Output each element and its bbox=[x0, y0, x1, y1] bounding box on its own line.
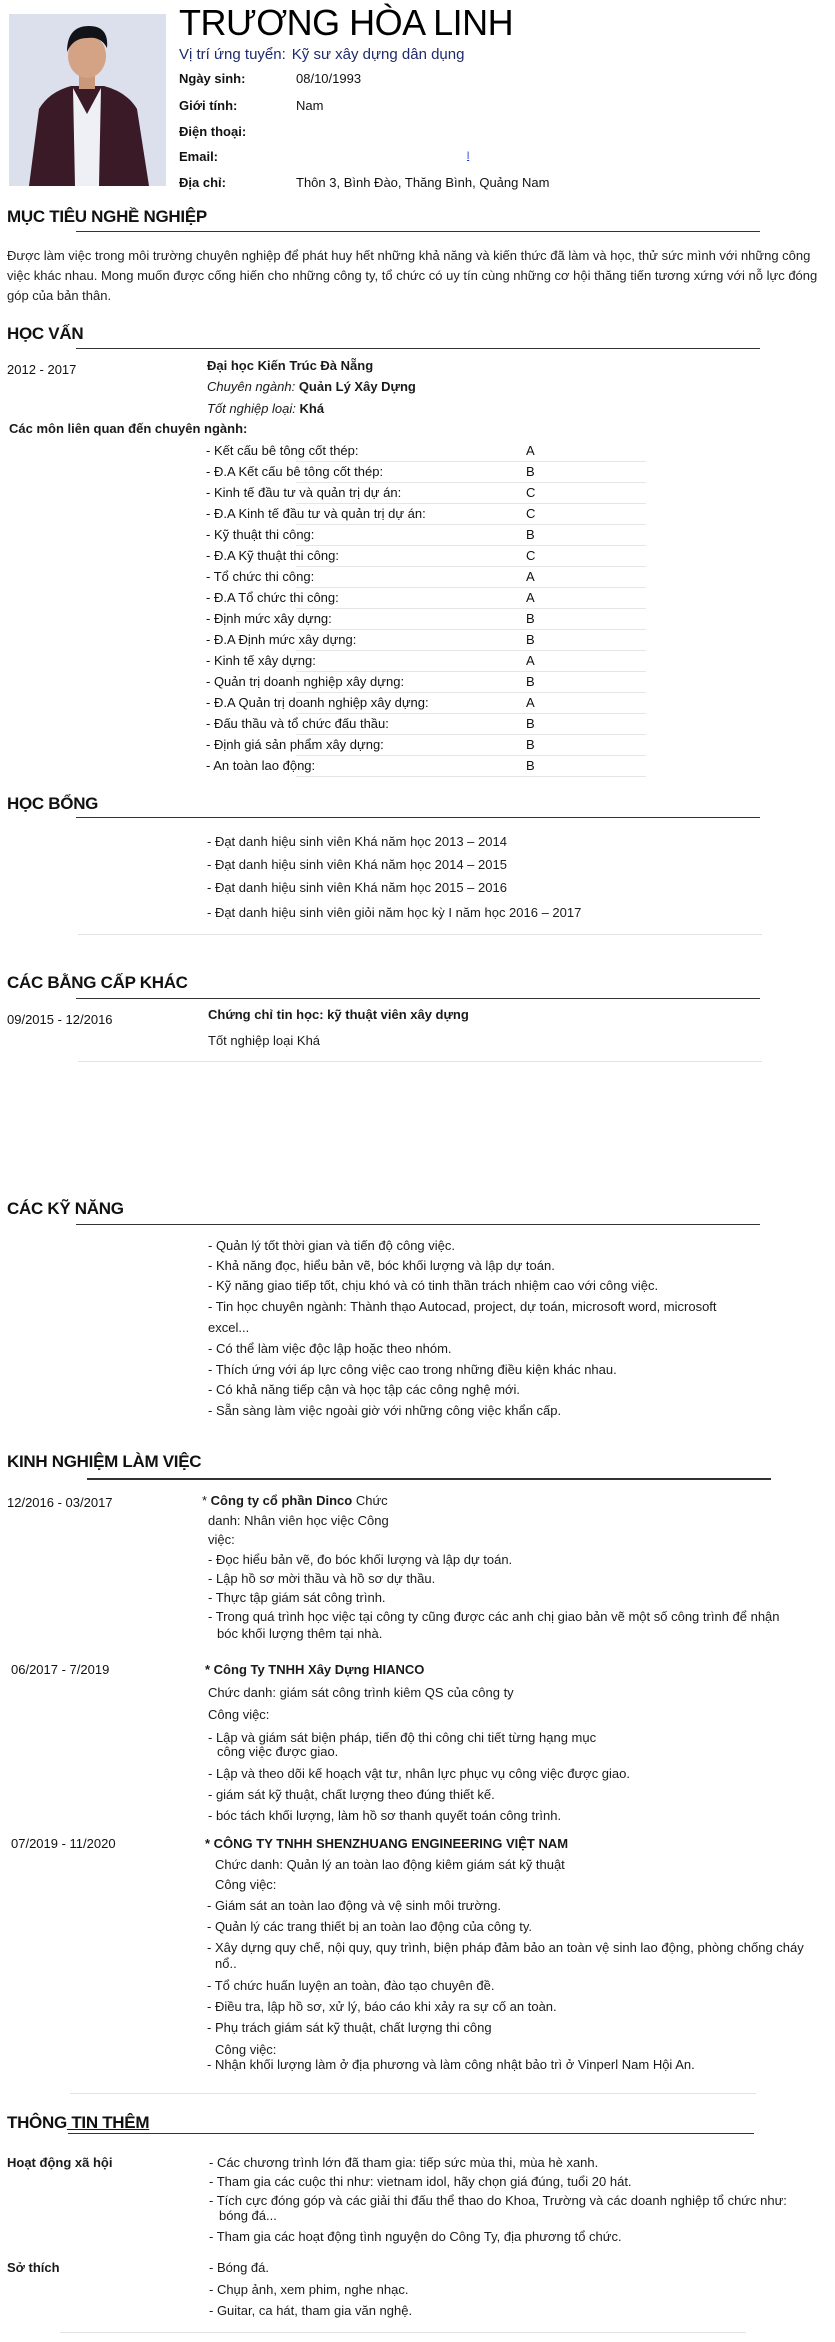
more-info-divider bbox=[68, 2133, 754, 2134]
scholarship-title: HỌC BỔNG bbox=[7, 794, 99, 813]
dob-value: 08/10/1993 bbox=[296, 71, 362, 86]
job3-work-label-2: Công việc: bbox=[215, 2042, 277, 2057]
job3-task: - Phụ trách giám sát kỹ thuật, chất lượng thi công bbox=[207, 2020, 492, 2035]
skill-item-cont: excel... bbox=[208, 1320, 250, 1335]
skill-item: - Khả năng đọc, hiểu bản vẽ, bóc khối lượng và lập dự toán. bbox=[208, 1258, 555, 1273]
courses-title: Các môn liên quan đến chuyên ngành: bbox=[9, 421, 248, 436]
course-row: - Đ.A Định mức xây dựng: B bbox=[206, 630, 646, 651]
graduation bbox=[207, 401, 324, 416]
job3-task: - Giám sát an toàn lao động và vệ sinh môi trường. bbox=[207, 1898, 501, 1913]
objective-text: Được làm việc trong môi trường chuyên nghiệp để phát huy hết những khả năng và kiến thức đã làm và học, thử sức mình với những công việc khác nhau. Mong muốn được cống hiến cho những công ty, tổ chức có uy tín cùng những cơ hội thăng tiến tương xứng với nỗ lực đóng góp của bản thân. bbox=[7, 248, 818, 303]
experience-title: KINH NGHIỆM LÀM VIỆC bbox=[7, 1452, 202, 1471]
certificates-title: CÁC BẰNG CẤP KHÁC bbox=[7, 973, 188, 992]
course-row: - Định mức xây dựng: B bbox=[206, 609, 646, 630]
job1-date: 12/2016 - 03/2017 bbox=[7, 1495, 113, 1510]
social-item-cont: bóng đá... bbox=[219, 2208, 277, 2223]
major-value: Quản Lý Xây Dựng bbox=[298, 379, 416, 394]
hobby-item: - Chụp ảnh, xem phim, nghe nhạc. bbox=[209, 2282, 409, 2297]
phone-label: Điện thoại: bbox=[179, 124, 247, 139]
course-row: - Đấu thầu và tổ chức đấu thầu: B bbox=[206, 714, 646, 735]
job3-date: 07/2019 - 11/2020 bbox=[11, 1836, 116, 1851]
job1-task-cont: bóc khối lượng thêm tại nhà. bbox=[217, 1626, 383, 1641]
social-item: - Tham gia các cuộc thi như: vietnam idol, hãy chọn giá đúng, tuổi 20 hát. bbox=[209, 2174, 632, 2189]
social-label: Hoạt động xã hội bbox=[7, 2155, 113, 2170]
skill-item: - Có khả năng tiếp cận và học tập các công nghệ mới. bbox=[208, 1382, 521, 1397]
job2-task: - Lập và giám sát biện pháp, tiến độ thi công chi tiết từng hạng mục bbox=[208, 1730, 597, 1745]
education-divider bbox=[76, 348, 760, 349]
course-row: - Tổ chức thi công: A bbox=[206, 567, 646, 588]
skills-title: CÁC KỸ NĂNG bbox=[7, 1199, 124, 1218]
more-info-title-a: THÔNG bbox=[7, 2113, 67, 2132]
dob-label: Ngày sinh: bbox=[179, 71, 246, 86]
certificate-note: Tốt nghiệp loại Khá bbox=[208, 1033, 321, 1048]
skill-item: - Thích ứng với áp lực công việc cao trong những điều kiện khác nhau. bbox=[208, 1362, 617, 1377]
certificates-divider bbox=[76, 998, 760, 999]
job1-task: - Lập hồ sơ mời thầu và hồ sơ dự thầu. bbox=[208, 1571, 436, 1586]
job2-work-label: Công việc: bbox=[208, 1707, 270, 1722]
course-row: - Kinh tế xây dựng: A bbox=[206, 651, 646, 672]
hobby-item: - Guitar, ca hát, tham gia văn nghệ. bbox=[209, 2303, 413, 2318]
certificates-end-divider bbox=[78, 1061, 762, 1062]
position-label: Vị trí ứng tuyển: bbox=[179, 46, 286, 63]
skill-item: - Tin học chuyên ngành: Thành thạo Autocad, project, dự toán, microsoft word, microsoft bbox=[208, 1299, 717, 1314]
course-row: - An toàn lao động: B bbox=[206, 756, 646, 777]
course-row: - Đ.A Kỹ thuật thi công: C bbox=[206, 546, 646, 567]
scholarship-end-divider bbox=[78, 934, 762, 935]
job3-extra-task: - Nhận khối lượng làm ở địa phương và làm công nhật bảo trì ở Vinperl Nam Hội An. bbox=[207, 2057, 695, 2072]
grad-label: Tốt nghiệp loại: bbox=[207, 401, 296, 416]
objective-divider bbox=[76, 231, 760, 232]
job3-task: - Điều tra, lập hồ sơ, xử lý, báo cáo khi xảy ra sự cố an toàn. bbox=[207, 1999, 557, 2014]
course-row: - Kết cấu bê tông cốt thép: A bbox=[206, 441, 646, 462]
email-label: Email: bbox=[179, 149, 219, 164]
job3-company: * CÔNG TY TNHH SHENZHUANG ENGINEERING VIỆT NAM bbox=[205, 1836, 569, 1851]
more-info-title bbox=[7, 2113, 149, 2133]
skill-item: - Kỹ năng giao tiếp tốt, chịu khó và có tinh thần trách nhiệm cao với công việc. bbox=[208, 1278, 659, 1293]
job2-date: 06/2017 - 7/2019 bbox=[11, 1662, 110, 1677]
school-name: Đại học Kiến Trúc Đà Nẵng bbox=[207, 358, 374, 373]
course-row: - Kinh tế đầu tư và quản trị dự án: C bbox=[206, 483, 646, 504]
course-row: - Đ.A Quản trị doanh nghiệp xây dựng: A bbox=[206, 693, 646, 714]
scholarship-item: - Đạt danh hiệu sinh viên giỏi năm học kỳ I năm học 2016 – 2017 bbox=[207, 905, 582, 920]
job3-task: - Tổ chức huấn luyện an toàn, đào tạo chuyên đề. bbox=[207, 1978, 495, 1993]
hobby-label: Sở thích bbox=[7, 2260, 60, 2275]
experience-divider bbox=[87, 1478, 771, 1480]
job1-header: * Công ty cổ phần Dinco Chức bbox=[202, 1493, 388, 1508]
major bbox=[207, 379, 416, 394]
address-value: Thôn 3, Bình Đào, Thăng Bình, Quảng Nam bbox=[296, 175, 550, 190]
hobby-item: - Bóng đá. bbox=[209, 2260, 269, 2275]
course-row: - Đ.A Kết cấu bê tông cốt thép: B bbox=[206, 462, 646, 483]
skill-item: - Quản lý tốt thời gian và tiến độ công việc. bbox=[208, 1238, 455, 1253]
scholarship-item: - Đạt danh hiệu sinh viên Khá năm học 2014 – 2015 bbox=[207, 857, 507, 872]
scholarship-divider bbox=[76, 817, 760, 818]
profile-photo bbox=[9, 14, 166, 186]
major-label: Chuyên ngành: bbox=[207, 379, 296, 394]
job2-task: - Lập và theo dõi kế hoạch vật tư, nhân lực phục vụ công việc được giao. bbox=[208, 1766, 630, 1781]
education-date: 2012 - 2017 bbox=[7, 362, 77, 377]
job1-task: - Thực tập giám sát công trình. bbox=[208, 1590, 386, 1605]
gender-label: Giới tính: bbox=[179, 98, 238, 113]
course-row: - Đ.A Tổ chức thi công: A bbox=[206, 588, 646, 609]
position-applied bbox=[179, 46, 464, 63]
job3-task: - Xây dựng quy chế, nội quy, quy trình, biện pháp đảm bảo an toàn vệ sinh lao động, phòng chống cháy bbox=[207, 1940, 804, 1955]
job2-role: Chức danh: giám sát công trình kiêm QS của công ty bbox=[208, 1685, 514, 1700]
job3-task-cont: nổ.. bbox=[215, 1956, 237, 1971]
skills-divider bbox=[76, 1224, 760, 1225]
job2-task: - bóc tách khối lượng, làm hồ sơ thanh quyết toán công trình. bbox=[208, 1808, 562, 1823]
person-photo-icon bbox=[9, 14, 166, 186]
job2-task-cont: công việc được giao. bbox=[217, 1744, 339, 1759]
more-info-title-b: TIN THÊM bbox=[66, 2113, 150, 2132]
job2-task: - giám sát kỹ thuật, chất lượng theo đúng thiết kế. bbox=[208, 1787, 495, 1802]
scholarship-item: - Đạt danh hiệu sinh viên Khá năm học 2015 – 2016 bbox=[207, 880, 507, 895]
job1-work-label: việc: bbox=[208, 1532, 235, 1547]
grad-value: Khá bbox=[299, 401, 325, 416]
job1-company: Công ty cổ phần Dinco bbox=[210, 1493, 353, 1508]
course-row: - Đ.A Kinh tế đầu tư và quản trị dự án: C bbox=[206, 504, 646, 525]
job3-task: - Quản lý các trang thiết bị an toàn lao động của công ty. bbox=[207, 1919, 532, 1934]
address-label: Địa chỉ: bbox=[179, 175, 226, 190]
email-link[interactable]: l bbox=[467, 151, 470, 162]
social-item: - Các chương trình lớn đã tham gia: tiếp sức mùa thi, mùa hè xanh. bbox=[209, 2155, 599, 2170]
gender-value: Nam bbox=[296, 98, 324, 113]
objective-title: MỤC TIÊU NGHỀ NGHIỆP bbox=[7, 207, 207, 226]
job1-task: - Đọc hiểu bản vẽ, đo bóc khối lượng và lập dự toán. bbox=[208, 1552, 513, 1567]
scholarship-item: - Đạt danh hiệu sinh viên Khá năm học 2013 – 2014 bbox=[207, 834, 507, 849]
candidate-name: TRƯƠNG HÒA LINH bbox=[179, 2, 514, 43]
course-row: - Định giá sản phẩm xây dựng: B bbox=[206, 735, 646, 756]
course-row: - Kỹ thuật thi công: B bbox=[206, 525, 646, 546]
course-row: - Quản trị doanh nghiệp xây dựng: B bbox=[206, 672, 646, 693]
job3-work-label: Công việc: bbox=[215, 1877, 277, 1892]
job3-role: Chức danh: Quản lý an toàn lao động kiêm giám sát kỹ thuật bbox=[215, 1857, 565, 1872]
social-item: - Tham gia các hoạt động tình nguyện do Công Ty, địa phương tổ chức. bbox=[209, 2229, 622, 2244]
job1-task: - Trong quá trình học việc tại công ty cũng được các anh chị giao bản vẽ một số công trình để nhận bbox=[208, 1609, 780, 1624]
certificate-date: 09/2015 - 12/2016 bbox=[7, 1012, 113, 1027]
skill-item: - Sẵn sàng làm việc ngoài giờ với những công việc khẩn cấp. bbox=[208, 1403, 562, 1418]
certificate-name: Chứng chỉ tin học: kỹ thuật viên xây dựng bbox=[208, 1007, 469, 1022]
social-item: - Tích cực đóng góp và các giải thi đấu thể thao do Khoa, Trường và các doanh nghiệp tổ chức như: bbox=[209, 2193, 787, 2208]
more-info-end-divider bbox=[60, 2332, 746, 2333]
position-value: Kỹ sư xây dựng dân dụng bbox=[291, 46, 465, 63]
job2-company: * Công Ty TNHH Xây Dựng HIANCO bbox=[205, 1662, 425, 1677]
job1-role: danh: Nhân viên học việc Công bbox=[208, 1513, 389, 1528]
skill-item: - Có thể làm việc độc lập hoặc theo nhóm. bbox=[208, 1341, 452, 1356]
education-title: HỌC VẤN bbox=[7, 324, 84, 343]
experience-end-divider bbox=[70, 2093, 756, 2094]
